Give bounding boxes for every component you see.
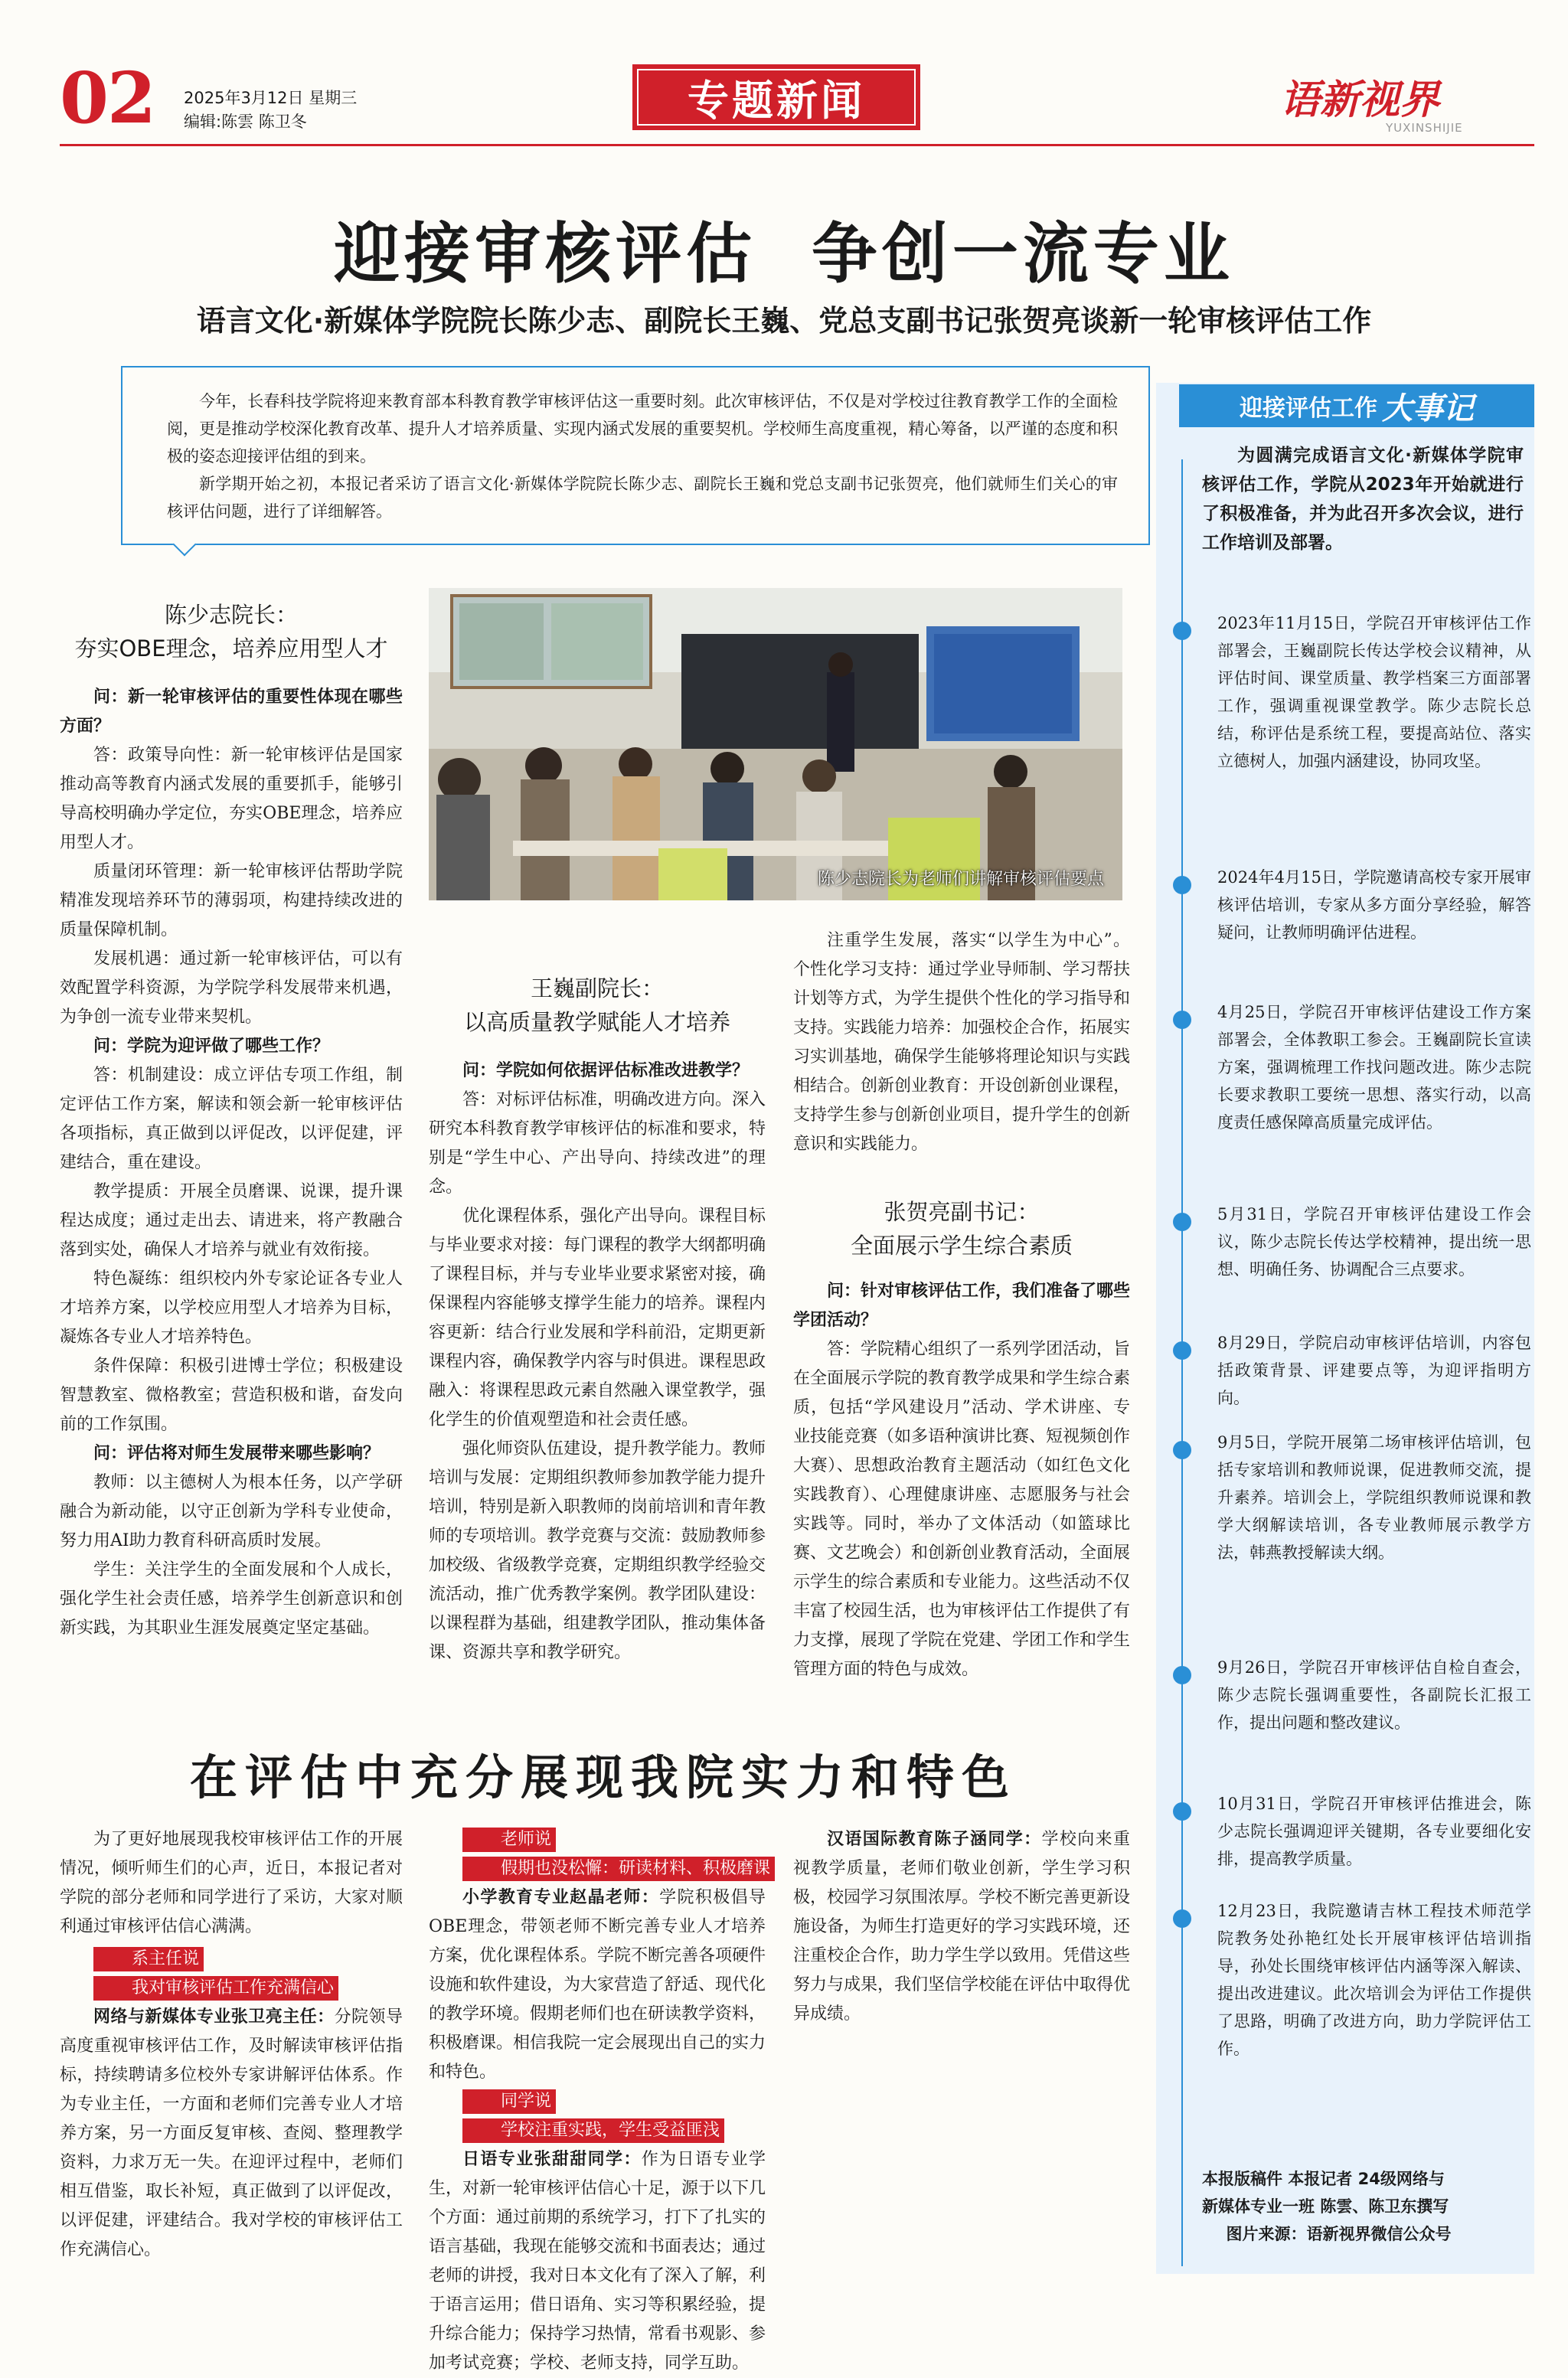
interview-text: 分院领导高度重视审核评估工作，及时解读审核评估指标，持续聘请多位校外专家讲解评估体系。作为专业主任，一方面和老师们完善专业人才培养方案，另一方面反复审核、查阅、整理教学资料，力求万无一失。在迎评过程中，老师们相互借鉴，取长补短，真正做到了以评促改，以评促建，评建结合。我对学校的审核评估工作充满信心。 [60, 2007, 403, 2259]
timeline-dot [1173, 1909, 1191, 1928]
question: 问：评估将对师生发展带来哪些影响？ [93, 1444, 381, 1463]
answer-paragraph: 特色凝练：组织校内外专家论证各专业人才培养方案，以学校应用型人才培养为目标，凝炼各专业人才培养特色。 [60, 1269, 403, 1347]
timeline-event: 5月31日，学院召开审核评估建设工作会议，陈少志院长传达学校精神，提出统一思想、明确任务、协调配合三点要求。 [1217, 1205, 1531, 1279]
intro-paragraph: 今年，长春科技学院将迎来教育部本科教育教学审核评估这一重要时刻。此次审核评估，不仅是对学校过往教育教学工作的全面检阅，更是推动学校深化教育改革、提升人才培养质量、实现内涵式发展的重要契机。学校师生高度重视，精心筹备，以严谨的态度和积极的姿态迎接评估组的到来。 [167, 392, 1118, 465]
answer: 答：学院精心组织了一系列学团活动，旨在全面展示学院的教育教学成果和学生综合素质，包括“学风建设月”活动、学术讲座、专业技能竞赛（如多语种演讲比赛、短视频创作大赛）、思想政治教育主题活动（如红色文化实践教育）、心理健康讲座、志愿服务与社会实践等。同时，举办了文体活动（如篮球比赛、文艺晚会）和创新创业教育活动，全面展示学生的综合素质和专业能力。这些活动不仅丰富了校园生活，也为审核评估工作提供了有力支撑，展现了学院在党建、学团工作和学生管理方面的特色与成效。 [793, 1340, 1131, 1679]
answer: 答：机制建设：成立评估专项工作组，制定评估工作方案，解读和领会新一轮审核评估各项指标，真正做到以评促改，以评促建，评建结合，重在建设。 [60, 1066, 403, 1172]
timeline-dot [1173, 876, 1191, 894]
bottom-col-3 [793, 1825, 1130, 2029]
answer-paragraph: 发展机遇：通过新一轮审核评估，可以有效配置学科资源，为学院学科发展带来机遇，为争创一流专业带来契机。 [60, 949, 403, 1027]
timeline-event: 8月29日，学院启动审核评估培训，内容包括政策背景、评建要点等，为迎评指明方向。 [1217, 1334, 1531, 1407]
tag-student: 同学说 [462, 2089, 556, 2114]
interview-text: 学院积极倡导OBE理念，带领老师不断完善专业人才培养方案，优化课程体系。学院不断完善各项硬件设施和软件建设，为大家营造了舒适、现代化的教学环境。假期老师们也在研读教学资料，积极磨课。相信我院一定会展现出自己的实力和特色。 [429, 1888, 766, 2082]
answer-paragraph: 条件保障：积极引进博士学位；积极建设智慧教室、微格教室；营造积极和谐，奋发向前的工作氛围。 [60, 1357, 403, 1434]
timeline-dot [1173, 622, 1191, 640]
timeline-event: 9月26日，学院召开审核评估自检自查会，陈少志院长强调重要性，各副院长汇报工作，提出问题和整改建议。 [1217, 1658, 1531, 1732]
timeline-event: 12月23日，我院邀请吉林工程技术师范学院教务处孙艳红处长开展审核评估培训指导，孙处长围绕审核评估内涵等深入解读、提出改进建议。此次培训会为评估工作提供了思路，明确了改进方向，助力学院评估工作。 [1217, 1902, 1531, 2058]
classroom-photo [429, 588, 1122, 900]
section-title: 专题新闻 [688, 76, 865, 125]
tag-director-headline: 我对审核评估工作充满信心 [93, 1976, 338, 2001]
main-headline: 迎接审核评估 争创一流专业 [334, 216, 1234, 292]
answer: 答：政策导向性：新一轮审核评估是国家推动高等教育内涵式发展的重要抓手，能够引导高校明确办学定位，夯实OBE理念，培养应用型人才。 [60, 746, 403, 852]
wang-heading: 以高质量教学赋能人才培养 [463, 1009, 730, 1035]
timeline-event: 2023年11月15日，学院召开审核评估工作部署会，王巍副院长传达学校会议精神，从评估时间、课堂质量、教学档案三方面部署工作，强调重视课堂教学。陈少志院长总结，称评估是系统工程，要提高站位、落实立德树人，加强内涵建设，协同攻坚。 [1217, 614, 1531, 770]
question: 问：新一轮审核评估的重要性体现在哪些方面？ [60, 688, 403, 736]
tag-teacher-headline: 假期也没松懈：研读材料、积极磨课 [462, 1857, 775, 1881]
tag-student-headline: 学校注重实践，学生受益匪浅 [462, 2118, 724, 2143]
zhang-heading: 全面展示学生综合素质 [850, 1233, 1073, 1259]
answer: 学生：关注学生的全面发展和个人成长，强化学生社会责任感，培养学生创新意识和创新实践，为其职业生涯发展奠定坚定基础。 [60, 1560, 403, 1638]
interviewee-name: 日语专业张甜甜同学： [462, 2150, 642, 2169]
sidebar-title-bar [1179, 384, 1534, 427]
answer: 答：对标评估标准，明确改进方向。深入研究本科教育教学审核评估的标准和要求，特别是“学生中心、产出导向、持续改进”的理念。 [429, 1090, 766, 1197]
timeline-dot [1173, 1802, 1191, 1821]
timeline-dot [1173, 1213, 1191, 1231]
credit-line: 图片来源：语新视界微信公众号 [1226, 2225, 1452, 2243]
timeline-dot [1173, 1441, 1191, 1459]
intro-box [121, 366, 1150, 545]
interviewee-name: 网络与新媒体专业张卫亮主任： [93, 2007, 335, 2027]
answer: 教师：以主德树人为根本任务，以产学研融合为新动能，以守正创新为学科专业使命，努力用AI助力教育科研高质时发展。 [60, 1473, 403, 1550]
credit-line: 本报版稿件 本报记者 24级网络与 [1202, 2170, 1445, 2188]
interviewee-name: 小学教育专业赵晶老师： [462, 1888, 660, 1907]
chen-heading: 夯实OBE理念，培养应用型人才 [74, 635, 388, 661]
zhang-name: 张贺亮副书记： [884, 1199, 1040, 1225]
answer-paragraph: 注重学生发展，落实“以学生为中心”。个性化学习支持：通过学业导师制、学习帮扶计划等方式，为学生提供个性化的学习指导和支持。实践能力培养：加强校企合作，拓展实习实训基地，确保学生能够将理论知识与实践相结合。创新创业教育：开设创新创业课程，支持学生参与创新创业项目，提升学生的创新意识和实践能力。 [793, 931, 1131, 1154]
bottom-col-2 [429, 1825, 771, 2373]
answer-paragraph: 教学提质：开展全员磨课、说课，提升课程达成度；通过走出去、请进来，将产教融合落到实处，确保人才培养与就业有效衔接。 [60, 1182, 403, 1259]
answer-paragraph: 质量闭环管理：新一轮审核评估帮助学院精准发现培养环节的薄弱项，构建持续改进的质量保障机制。 [60, 862, 403, 939]
brand-logo: 语新视界 [1280, 77, 1440, 123]
zhang-interview [793, 1277, 1130, 1684]
question: 问：学院如何依据评估标准改进教学？ [462, 1061, 750, 1080]
credit-line: 新媒体专业一班 陈雲、陈卫东撰写 [1202, 2197, 1449, 2216]
chen-interview [60, 683, 403, 1643]
interviewee-name: 汉语国际教育陈子涵同学： [827, 1830, 1042, 1849]
answer-paragraph: 强化师资队伍建设，提升教学能力。教师培训与发展：定期组织教师参加教学能力提升培训，特别是新入职教师的岗前培训和青年教师的专项培训。教学竞赛与交流：鼓励教师参加校级、省级教学竞赛，定期组织教学经验交流活动，推广优秀教学案例。教学团队建设：以课程群为基础，组建教学团队，推动集体备课、资源共享和教学研究。 [429, 1439, 766, 1662]
sidebar-title-big: 大事记 [1382, 390, 1474, 426]
tag-director: 系主任说 [93, 1947, 204, 1971]
wang-name: 王巍副院长： [530, 975, 664, 1001]
header-rule [60, 144, 1534, 146]
main-subheadline: 语言文化·新媒体学院院长陈少志、副院长王巍、党总支副书记张贺亮谈新一轮审核评估工作 [196, 304, 1372, 338]
wang-interview-continued [793, 926, 1130, 1159]
interview-text: 作为日语专业学生，对新一轮审核评估信心十足，源于以下几个方面：通过前期的系统学习，打下了扎实的语言基础，我现在能够交流和书面表达；通过老师的讲授，我对日本文化有了深入了解，利于语言运用；借日语角、实习等积累经验，提升综合能力；保持学习热情，常看书观影、参加考试竞赛；学校、老师支持，同学互助。 [429, 2150, 766, 2373]
tag-teacher: 老师说 [462, 1828, 556, 1852]
timeline-dot [1173, 1666, 1191, 1684]
intro-paragraph: 新学期开始之初，本报记者采访了语言文化·新媒体学院院长陈少志、副院长王巍和党总支副书记张贺亮，他们就师生们关心的审核评估问题，进行了详细解答。 [167, 475, 1118, 521]
brand-pinyin: YUXINSHIJIE [1386, 121, 1463, 135]
timeline-event: 10月31日，学院召开审核评估推进会，陈少志院长强调迎评关键期，各专业要细化安排，提高教学质量。 [1217, 1795, 1531, 1868]
timeline-event: 9月5日，学院开展第二场审核评估培训，包括专家培训和教师说课，促进教师交流，提升素养。培训会上，学院组织教师说课和教学大纲解读培训，各专业教师展示教学方法，韩燕教授解读大纲。 [1217, 1433, 1531, 1562]
interview-text: 学校向来重视教学质量，老师们敬业创新，学生学习积极，校园学习氛围浓厚。学校不断完善更新设施设备，为师生打造更好的学习实践环境，还注重校企合作，助力学生学以致用。凭借这些努力与成果，我们坚信学校能在评估中取得优异成绩。 [793, 1830, 1131, 2024]
wang-interview [429, 1057, 766, 1668]
answer-paragraph: 优化课程体系，强化产出导向。课程目标与毕业要求对接：每门课程的教学大纲都明确了课程目标，并与专业毕业要求紧密对接，确保课程内容能够支撑学生能力的培养。课程内容更新：结合行业发展和学科前沿，定期更新课程内容，确保教学内容与时俱进。课程思政融入：将课程思政元素自然融入课堂教学，强化学生的价值观塑造和社会责任感。 [429, 1207, 766, 1429]
bottom-col-1 [60, 1825, 403, 2265]
sidebar-title: 迎接评估工作 [1240, 395, 1377, 422]
issue-date: 2025年3月12日 星期三 [184, 89, 358, 107]
question: 问：学院为迎评做了哪些工作？ [93, 1037, 330, 1056]
sidebar-intro: 为圆满完成语言文化·新媒体学院审核评估工作，学院从2023年开始就进行了积极准备，并为此召开多次会议，进行工作培训及部署。 [1202, 446, 1524, 553]
bottom-headline: 在评估中充分展现我院实力和特色 [189, 1749, 1017, 1805]
timeline-line [1181, 459, 1183, 2266]
timeline-dot [1173, 1011, 1191, 1029]
chen-name: 陈少志院长： [164, 602, 298, 628]
timeline-event: 2024年4月15日，学院邀请高校专家开展审核评估培训，专家从多方面分享经验，解答疑问，让教师明确评估进程。 [1217, 868, 1531, 942]
editor-line: 编辑:陈雲 陈卫冬 [184, 113, 307, 131]
question: 问：针对审核评估工作，我们准备了哪些学团活动？ [793, 1282, 1131, 1330]
bottom-intro: 为了更好地展现我校审核评估工作的开展情况，倾听师生们的心声，近日，本报记者对学院的部分老师和同学进行了采访，大家对顺利通过审核评估信心满满。 [60, 1830, 403, 1936]
timeline-dot [1173, 1341, 1191, 1360]
section-banner [632, 64, 920, 130]
page-number: 02 [60, 57, 155, 139]
timeline-event: 4月25日，学院召开审核评估建设工作方案部署会，全体教职工参会。王巍副院长宣读方案，强调梳理工作找问题改进。陈少志院长要求教职工要统一思想、落实行动，以高度责任感保障高质量完成评估。 [1217, 1003, 1531, 1132]
photo-caption: 陈少志院长为老师们讲解审核评估要点 [817, 870, 1104, 889]
